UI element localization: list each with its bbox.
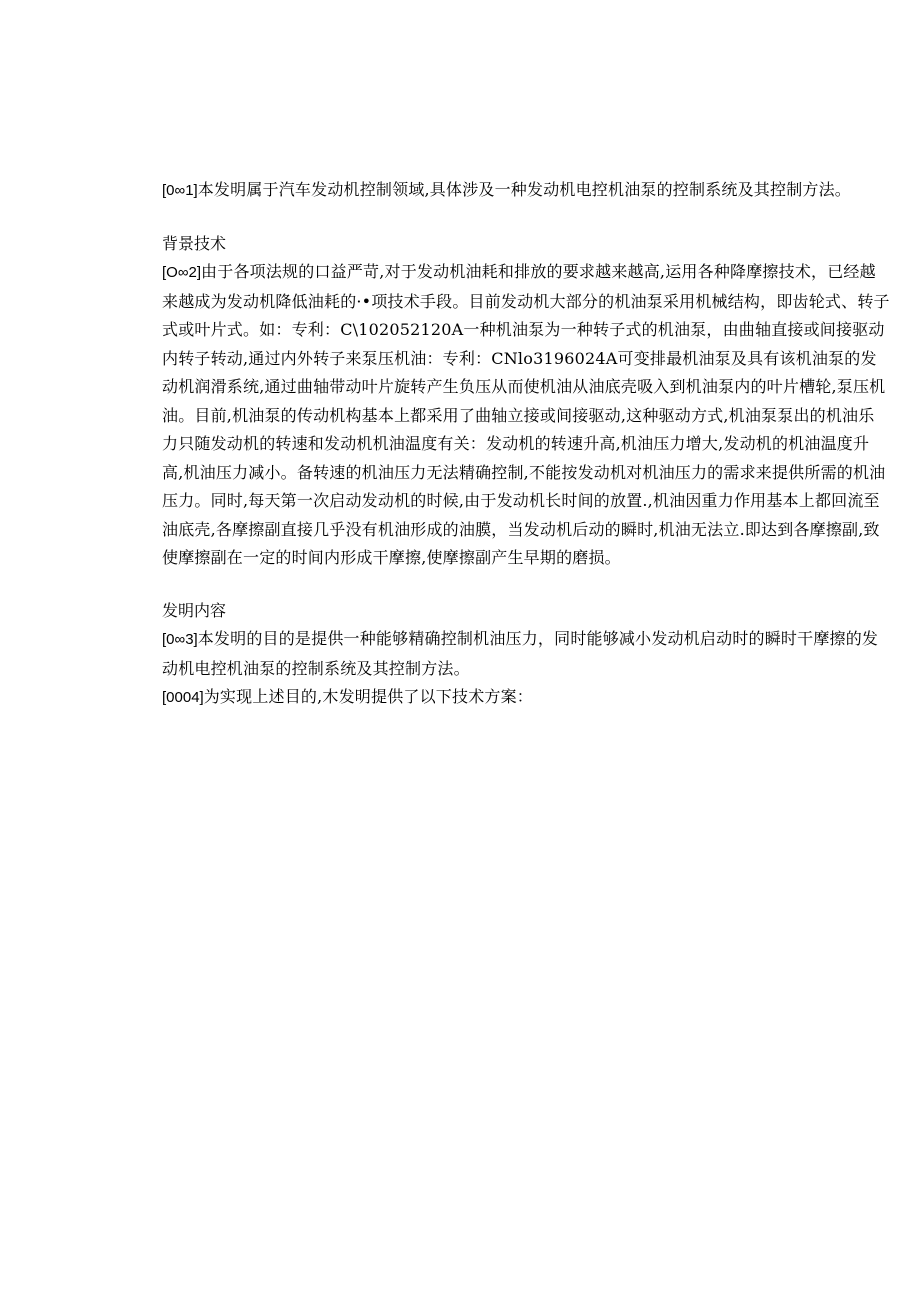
paragraph-0002: [162, 258, 890, 573]
paragraph-number: [0004]: [162, 689, 204, 706]
paragraph-text: 由于各项法规的口益严苛,对于发动机油耗和排放的要求越来越高,运用各种降摩擦技术，已经越来越成为发动机降低油耗的·•项技术手段。目前发动机大部分的机油泵采用机械结构，即齿轮式、转子式或叶片式。如：专利：C\102052120A一种机油泵为一种转子式的机油泵，由曲轴直接或间接驱动内转子转动,通过内外转子来泵压机油：专利：CNlo3196024A可变排最机油泵及具有该机油泵的发动机润滑系统,通过曲轴带动叶片旋转产生负压从而使机油从油底壳吸入到机油泵内的叶片槽轮,泵压机油。目前,机油泵的传动机构基本上都采用了曲轴立接或间接驱动,这种驱动方式,机油泵泵出的机油乐力只随发动机的转速和发动机机油温度有关：发动机的转速升高,机油压力增大,发动机的机油温度升高,机油压力减小。备转速的机油压力无法精确控制,不能按发动机对机油压力的需求来提供所需的机油压力。同时,每天第一次启动发动机的时候,由于发动机长时间的放置.,机油因重力作用基本上都回流至油底壳,各摩擦副直接几乎没有机油形成的油膜，当发动机后动的瞬时,机油无法立.即达到各摩擦副,致使摩擦副在一定的时间内形成干摩擦,使摩擦副产生早期的磨损。: [162, 262, 890, 567]
document-body: [162, 176, 890, 713]
paragraph-text: 本发明的目的是提供一种能够精确控制机油压力，同时能够减小发动机启动时的瞬时干摩擦的发动机电控机油泵的控制系统及其控制方法。: [162, 629, 879, 678]
paragraph-number: [O∞2]: [162, 264, 202, 281]
paragraph-text: 为实现上述目的,木发明提供了以下技术方案：: [203, 687, 534, 706]
paragraph-text: 本发明属于汽车发动机控制领域,具体涉及一种发动机电控机油泵的控制系统及其控制方法。: [197, 180, 852, 199]
paragraph-number: [0∞1]: [162, 182, 198, 199]
section-spacer: [162, 573, 890, 597]
paragraph-number: [0∞3]: [162, 631, 198, 648]
paragraph-0001: [162, 176, 890, 206]
section-spacer: [162, 206, 890, 230]
paragraph-0004: [162, 683, 890, 713]
section-heading-background: 背景技术: [162, 233, 227, 253]
paragraph-0003: [162, 625, 890, 683]
section-heading-invention-content: 发明内容: [162, 600, 227, 620]
